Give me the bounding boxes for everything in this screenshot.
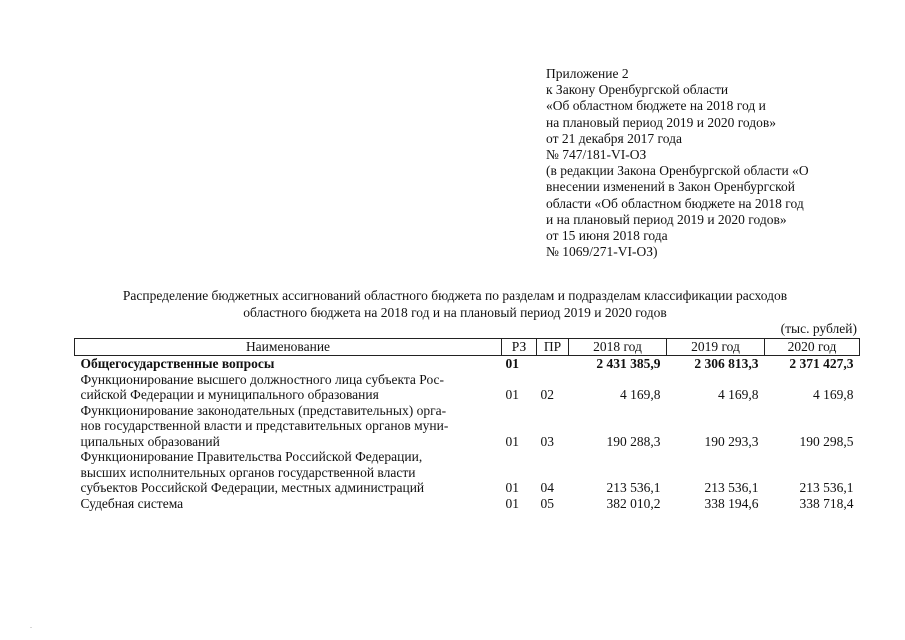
cell-2019: 2 306 813,3 bbox=[694, 356, 759, 371]
caption-line: Распределение бюджетных ассигнований областного бюджета по разделам и подразделам классификации расходов bbox=[122, 288, 788, 303]
appendix-line: к Закону Оренбургской области bbox=[546, 82, 729, 98]
header-pr: ПР bbox=[537, 339, 569, 356]
cell-rz: 01 bbox=[505, 356, 519, 371]
cell-2018: 213 536,1 bbox=[606, 480, 661, 495]
cell-2020: 338 718,4 bbox=[799, 495, 854, 511]
row-name-line: ципальных образований bbox=[80, 433, 220, 449]
units-label: (тыс. рублей) bbox=[780, 321, 857, 336]
appendix-line: Приложение 2 bbox=[546, 66, 629, 81]
cell-rz: 01 bbox=[505, 433, 519, 449]
cell-name bbox=[75, 372, 502, 403]
table-row bbox=[75, 449, 860, 496]
header-2018: 2018 год bbox=[569, 339, 667, 356]
header-2019: 2019 год bbox=[667, 339, 765, 356]
caption-line: областного бюджета на 2018 год и на плановый период 2019 и 2020 годов bbox=[243, 305, 667, 320]
cell-2019: 4 169,8 bbox=[718, 387, 759, 402]
appendix-line: от 21 декабря 2017 года bbox=[546, 130, 682, 146]
cell-2020: 2 371 427,3 bbox=[789, 356, 854, 371]
row-name-line: высших исполнительных органов государственной власти bbox=[80, 464, 416, 480]
appendix-line: «Об областном бюджете на 2018 год и bbox=[546, 98, 766, 114]
cell-pr bbox=[537, 356, 569, 372]
header-rz: РЗ bbox=[502, 339, 537, 356]
cell-2019: 338 194,6 bbox=[704, 495, 759, 511]
appendix-line: на плановый период 2019 и 2020 годов» bbox=[546, 114, 777, 130]
row-name-line: субъектов Российской Федерации, местных администраций bbox=[80, 480, 425, 495]
cell-pr: 04 bbox=[540, 480, 554, 495]
appendix-line: от 15 июня 2018 года bbox=[546, 228, 668, 244]
cell-2018: 190 288,3 bbox=[606, 433, 661, 449]
cell-rz: 01 bbox=[505, 387, 519, 402]
appendix-line: № 747/181-VI-ОЗ bbox=[546, 147, 647, 163]
cell-pr: 02 bbox=[540, 387, 554, 402]
table-row bbox=[75, 496, 860, 512]
appendix-line: внесении изменений в Закон Оренбургской bbox=[546, 179, 795, 195]
table-row bbox=[75, 372, 860, 403]
appendix-line: № 1069/271-VI-ОЗ) bbox=[546, 244, 658, 260]
cell-2020: 213 536,1 bbox=[799, 480, 854, 495]
table-header-row bbox=[75, 339, 860, 356]
table-row bbox=[75, 403, 860, 450]
cell-name bbox=[75, 496, 502, 512]
appendix-line: области «Об областном бюджете на 2018 год bbox=[546, 195, 804, 211]
row-name-line: Функционирование законодательных (представительных) орга- bbox=[80, 402, 447, 418]
header-2020: 2020 год bbox=[765, 339, 860, 356]
cell-2020: 190 298,5 bbox=[799, 433, 854, 449]
cell-rz: 01 bbox=[505, 495, 519, 511]
cell-2019: 190 293,3 bbox=[704, 433, 759, 449]
row-name-line: Судебная система bbox=[80, 495, 184, 511]
row-name-line: Функционирование высшего должностного лица субъекта Рос- bbox=[80, 371, 445, 387]
cell-2018: 2 431 385,9 bbox=[596, 356, 661, 371]
scan-speck: . bbox=[30, 621, 32, 630]
table-row bbox=[75, 356, 860, 372]
document-caption bbox=[60, 287, 850, 321]
cell-2018: 4 169,8 bbox=[620, 387, 661, 402]
cell-2020: 4 169,8 bbox=[813, 387, 854, 402]
budget-table bbox=[74, 338, 860, 511]
cell-name bbox=[75, 356, 502, 372]
cell-2019: 213 536,1 bbox=[704, 480, 759, 495]
cell-pr: 03 bbox=[540, 433, 554, 449]
appendix-header bbox=[546, 66, 866, 260]
cell-pr: 05 bbox=[540, 495, 554, 511]
header-name: Наименование bbox=[75, 339, 502, 356]
row-name-line: сийской Федерации и муниципального образования bbox=[80, 387, 379, 402]
cell-rz: 01 bbox=[505, 480, 519, 495]
appendix-line: (в редакции Закона Оренбургской области «О bbox=[546, 163, 809, 179]
row-name-line: Общегосударственные вопросы bbox=[80, 356, 275, 371]
appendix-line: и на плановый период 2019 и 2020 годов» bbox=[546, 211, 787, 227]
row-name-line: Функционирование Правительства Российской Федерации, bbox=[80, 449, 423, 464]
cell-2018: 382 010,2 bbox=[606, 495, 661, 511]
row-name-line: нов государственной власти и представительных органов муни- bbox=[80, 418, 449, 433]
cell-name bbox=[75, 403, 502, 450]
cell-name bbox=[75, 449, 502, 496]
